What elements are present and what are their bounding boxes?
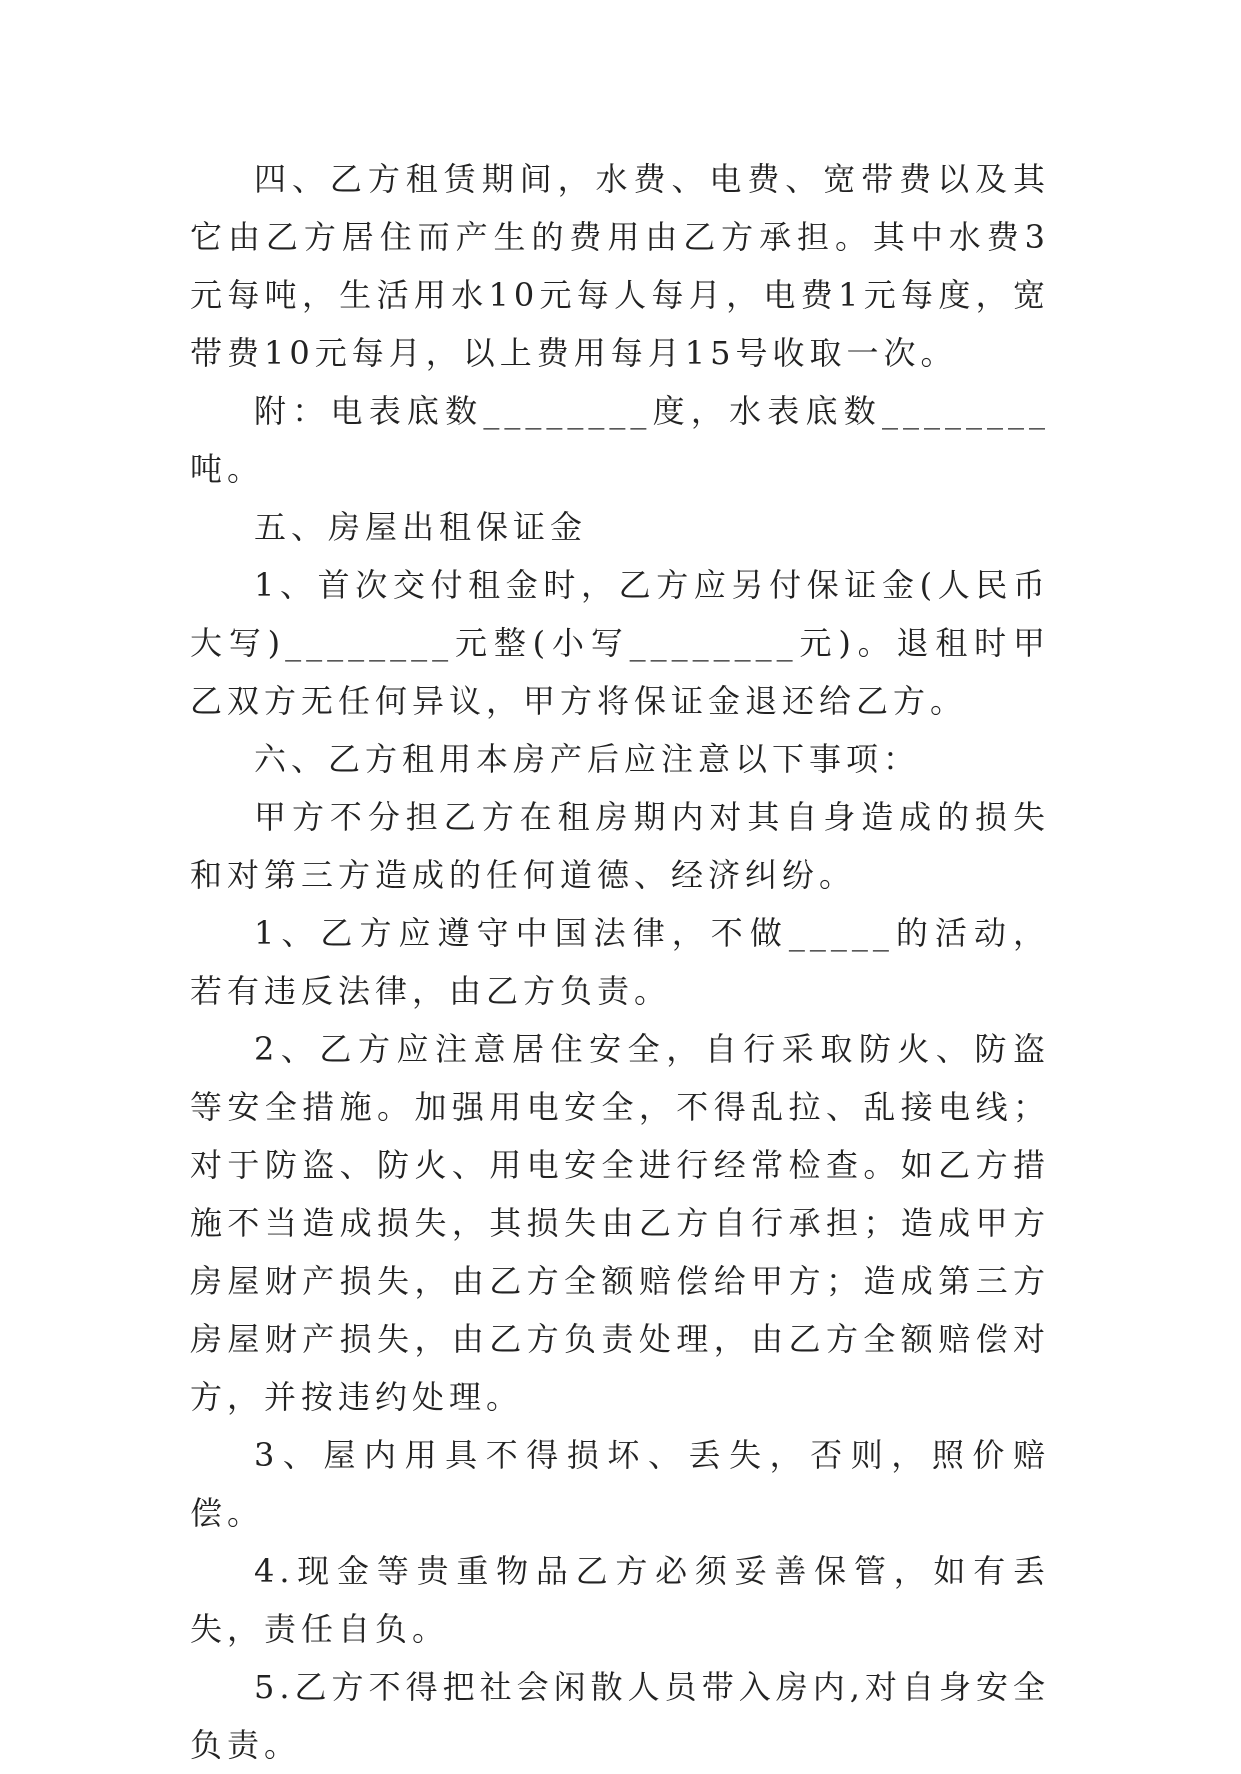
paragraph-section-5-heading: 五、房屋出租保证金	[254, 508, 588, 546]
paragraph-meter-readings: 附：电表底数________度，水表底数________吨。	[190, 392, 1050, 488]
paragraph-section-4-utilities: 四、乙方租赁期间，水费、电费、宽带费以及其它由乙方居住而产生的费用由乙方承担。其中水费3元每吨，生活用水10元每人每月，电费1元每度，宽带费10元每月，以上费用每月15号收取一次。	[190, 160, 1050, 372]
paragraph-liability-disclaimer: 甲方不分担乙方在租房期内对其自身造成的损失和对第三方造成的任何道德、经济纠纷。	[190, 798, 1050, 894]
paragraph-clause-law: 1、乙方应遵守中国法律，不做_____的活动，若有违反法律，由乙方负责。	[190, 914, 1050, 1010]
paragraph-deposit-clause: 1、首次交付租金时，乙方应另付保证金(人民币大写)________元整(小写________元)。退租时甲乙双方无任何异议，甲方将保证金退还给乙方。	[190, 566, 1050, 720]
paragraph-clause-safety: 2、乙方应注意居住安全，自行采取防火、防盗等安全措施。加强用电安全，不得乱拉、乱接电线；对于防盗、防火、用电安全进行经常检查。如乙方措施不当造成损失，其损失由乙方自行承担；造成甲方房屋财产损失，由乙方全额赔偿给甲方；造成第三方房屋财产损失，由乙方负责处理，由乙方全额赔偿对方，并按违约处理。	[190, 1030, 1050, 1416]
paragraph-clause-valuables: 4.现金等贵重物品乙方必须妥善保管，如有丢失，责任自负。	[190, 1552, 1050, 1648]
document-body	[190, 150, 1050, 1774]
paragraph-section-6-heading: 六、乙方租用本房产后应注意以下事项：	[254, 740, 921, 778]
paragraph-clause-furnishings: 3、屋内用具不得损坏、丢失，否则，照价赔偿。	[190, 1436, 1050, 1532]
paragraph-clause-visitors: 5.乙方不得把社会闲散人员带入房内,对自身安全负责。	[190, 1668, 1050, 1764]
